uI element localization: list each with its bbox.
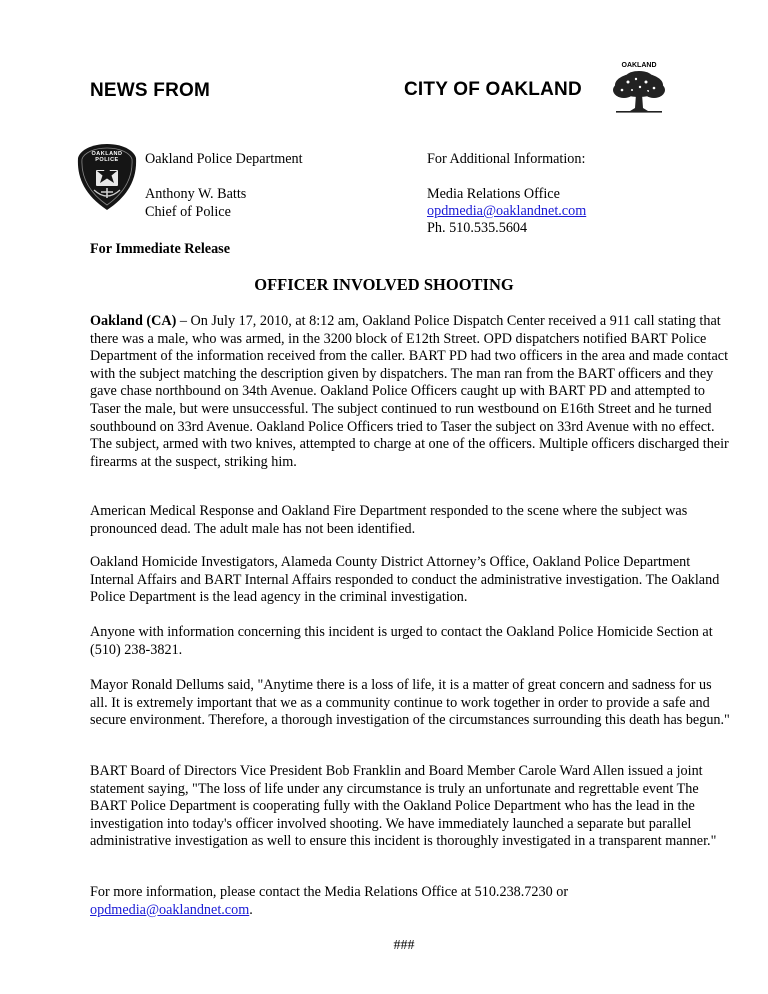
paragraph-2-text: American Medical Response and Oakland Fire Department responded to the scene where the subject was pronounced dead. The adult male has not been identified. xyxy=(90,503,688,537)
paragraph-4-text: Anyone with information concerning this incident is urged to contact the Oakland Police Homicide Section at (510) 238-3821. xyxy=(90,624,713,658)
paragraph-1-text: – On July 17, 2010, at 8:12 am, Oakland Police Dispatch Center received a 911 call stating that there was a male, who was armed, in the 3200 block of E12th Street. OPD dispatchers notified BART Police Department of the information received from the caller. BART PD had two officers in the area and made contact with the subject matching the description given by dispatchers. The man ran from the BART officers and they gave chase northbound on 34th Avenue. Oakland Police Officers caught up with BART PD and attempted to Taser the male, but were unsuccessful. The subject continued to run westbound on E16th Street and he turned southbound on 33rd Avenue. Oakland Police Officers tried to Taser the subject on 33rd Avenue with no effect. The subject, armed with two knives, attempted to charge at one of the officers. Multiple officers discharged their firearms at the suspect, striking him. xyxy=(90,313,729,470)
paragraph-7-text: For more information, please contact the Media Relations Office at 510.238.7230 or xyxy=(90,884,569,900)
chief-title: Chief of Police xyxy=(145,204,231,220)
page-title: OFFICER INVOLVED SHOOTING xyxy=(254,275,514,294)
news-from-heading: NEWS FROM xyxy=(90,80,211,101)
contact-phone: Ph. 510.535.5604 xyxy=(427,220,528,236)
chief-name: Anthony W. Batts xyxy=(145,186,247,202)
paragraph-7 xyxy=(90,884,730,919)
paragraph-3-text: Oakland Homicide Investigators, Alameda County District Attorney’s Office, Oakland Police Department Internal Affairs and BART Internal Affairs responded to conduct the administrative investigation. The Oakland Police Department is the lead agency in the criminal investigation. xyxy=(90,554,720,606)
release-note: For Immediate Release xyxy=(90,241,230,257)
paragraph-5-text: Mayor Ronald Dellums said, "Anytime there is a loss of life, it is a matter of great concern and sadness for us all. It is extremely important that we as a community continue to work together in order to provide a safe and secure environment. Therefore, a thorough investigation of the circumstances surrounding this death has begun." xyxy=(90,677,730,729)
oak-tree-icon xyxy=(610,70,668,114)
paragraph-7-suffix: . xyxy=(249,901,253,918)
media-relations-office: Media Relations Office xyxy=(427,186,560,202)
additional-info-heading: For Additional Information: xyxy=(427,151,586,167)
city-of-oakland-heading: CITY OF OAKLAND xyxy=(404,79,582,100)
police-badge xyxy=(76,142,138,212)
contact-email-link[interactable]: opdmedia@oaklandnet.com xyxy=(427,203,587,219)
paragraph-6 xyxy=(90,763,730,851)
paragraph-4 xyxy=(90,624,730,659)
paragraph-1 xyxy=(90,313,730,471)
paragraph-3 xyxy=(90,554,730,607)
paragraph-5 xyxy=(90,677,730,730)
oakland-logo xyxy=(608,62,670,114)
badge-arc-text: OAKLAND POLICE xyxy=(91,151,123,163)
paragraph-6-text: BART Board of Directors Vice President Bob Franklin and Board Member Carole Ward Allen issued a joint statement saying, "The loss of life under any circumstance is truly an unfortunate and regrettable event The BART Police Department is cooperating fully with the Oakland Police Department who has the lead in the investigation into today's officer involved shooting. We have immediately launched a separate but parallel administrative investigation as well to ensure this incident is thoroughly investigated in a transparent manner." xyxy=(90,763,717,850)
department-name: Oakland Police Department xyxy=(145,151,303,167)
oakland-logo-word: OAKLAND xyxy=(621,62,657,69)
paragraph-2 xyxy=(90,503,730,538)
footer-email-link[interactable]: opdmedia@oaklandnet.com xyxy=(90,901,250,918)
end-mark: ### xyxy=(393,938,415,953)
dateline: Oakland (CA) xyxy=(90,313,177,329)
